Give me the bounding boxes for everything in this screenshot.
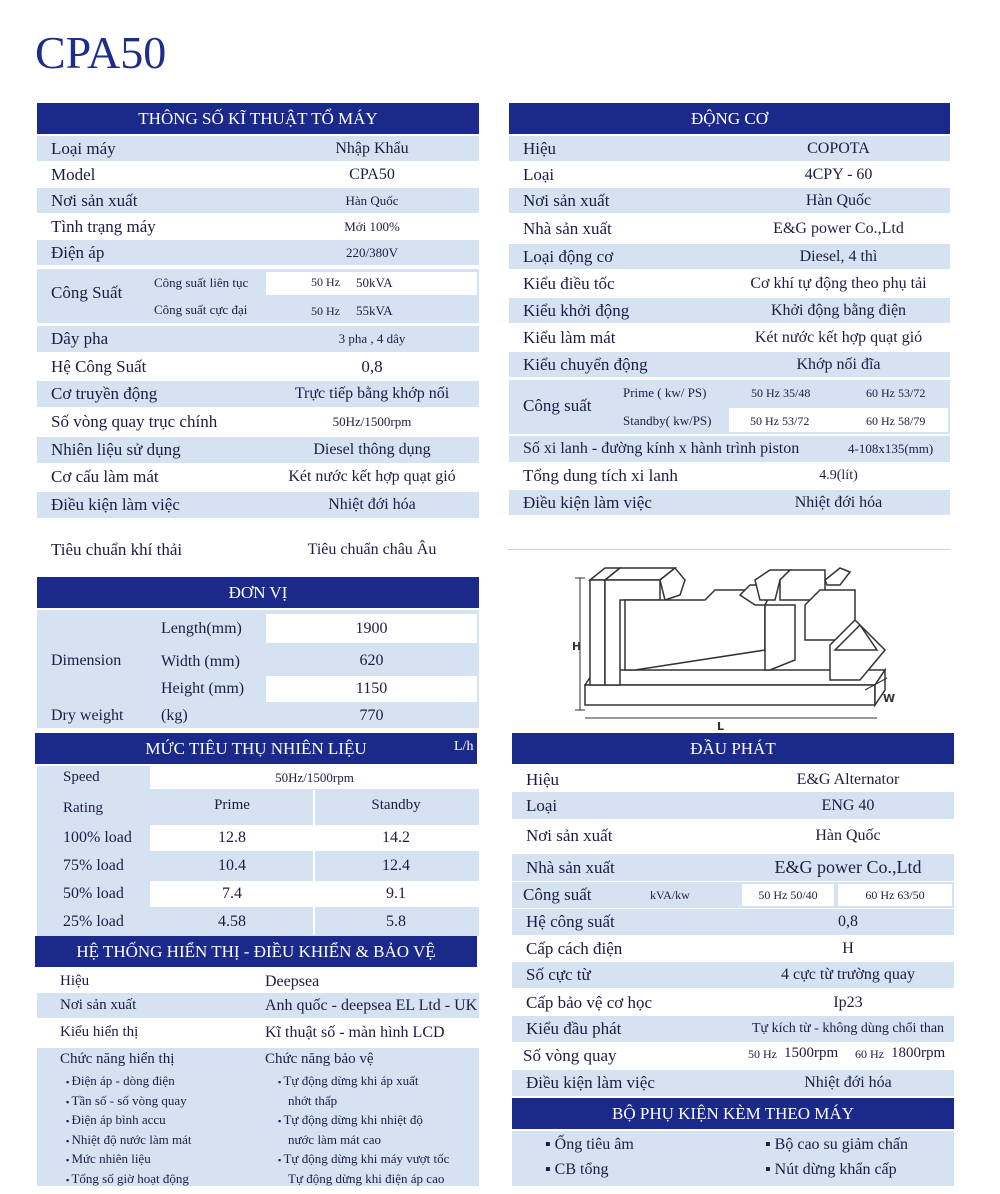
max-power-label: Công suất cực đại <box>154 302 248 317</box>
prime-power-label: Prime ( kw/ PS) <box>623 385 707 400</box>
control-value: Anh quốc - deepsea EL Ltd - UK <box>265 996 478 1014</box>
spec-value: 50Hz/1500rpm <box>332 414 412 429</box>
length-value: 1900 <box>266 614 477 643</box>
max-power-val: 55kVA <box>356 303 393 318</box>
spec-label: Điện áp <box>51 242 105 262</box>
spec-label: Hệ Công Suất <box>51 357 147 376</box>
fuel-load-label: 75% load <box>63 857 124 874</box>
alt-label: Nhà sản xuất <box>526 857 615 877</box>
standby-60: 60 Hz 58/79 <box>866 414 926 428</box>
alt-label: Cấp cách điện <box>526 939 623 958</box>
length-label: Length (mm) <box>161 620 242 637</box>
spec-label: Dây pha <box>51 329 109 348</box>
spec-label: Nhiên liệu sử dụng <box>51 440 181 459</box>
spec-value: Két nước kết hợp quạt gió <box>288 468 456 485</box>
generator-dimension-diagram <box>565 560 895 735</box>
fuel-standby-value: 14.2 <box>382 829 410 846</box>
engine-label: Tổng dung tích xi lanh <box>523 465 678 485</box>
engine-label: Điều kiện làm việc <box>523 492 652 512</box>
dimension-label: Dimension <box>51 652 122 669</box>
control-label: Hiệu <box>60 973 90 989</box>
engine-value: E&G power Co.,Ltd <box>773 219 904 237</box>
protect-function-item: nước làm mát cao <box>288 1131 381 1147</box>
spec-label: Nơi sản xuất <box>51 190 138 210</box>
width-label: Width (mm) <box>161 653 240 670</box>
spec-value: Nhập Khẩu <box>335 139 409 157</box>
engine-label: Kiểu chuyển động <box>523 354 648 374</box>
alt-label: Loại <box>526 795 558 815</box>
rating-label: Rating <box>63 800 103 816</box>
prime-50: 50 Hz 35/48 <box>751 386 811 400</box>
display-function-item: ▪ Tổng số giờ hoạt động <box>66 1170 192 1190</box>
control-value: Kĩ thuật số - màn hình LCD <box>265 1023 445 1041</box>
spec-label: Cơ cấu làm mát <box>51 467 159 486</box>
alt-label: Điều kiện làm việc <box>526 1073 655 1092</box>
protect-function-item: ▪ Tự động dừng khi áp xuất <box>278 1072 449 1092</box>
engine-label: Kiểu khởi động <box>523 300 630 320</box>
spec-header: THÔNG SỐ KĨ THUẬT TỔ MÁY <box>37 103 479 134</box>
protect-functions-label: Chức năng bảo vệ <box>265 1051 374 1067</box>
engine-label: Loại động cơ <box>523 246 614 266</box>
spec-value: Trực tiếp bằng khớp nối <box>294 385 450 402</box>
prime-label: Prime <box>214 797 250 813</box>
alt-power-50: 50 Hz 50/40 <box>742 884 834 906</box>
engine-value: Cơ khí tự động theo phụ tải <box>750 274 927 292</box>
alt-label: Kiểu đầu phát <box>526 1019 622 1038</box>
accessory-item: ▪ Ống tiêu âm <box>545 1136 634 1153</box>
alt-speed-50hz: 50 Hz <box>748 1047 777 1061</box>
spec-power-label: Công Suất <box>51 283 123 302</box>
alt-power-unit: kVA/kw <box>650 887 690 902</box>
dry-weight-label: Dry weight <box>51 707 124 724</box>
alt-value: Nhiệt đới hóa <box>804 1074 892 1091</box>
engine-label: Kiểu điều tốc <box>523 273 615 293</box>
spec-value: 220/380V <box>346 244 398 260</box>
alt-value: E&G power Co.,Ltd <box>774 857 922 877</box>
spec-label: Loại máy <box>51 138 116 158</box>
fuel-prime-value: 10.4 <box>218 857 246 874</box>
engine-value: Két nước kết hợp quạt gió <box>754 328 923 346</box>
engine-value: Diesel, 4 thì <box>799 247 878 265</box>
accessory-item: ▪ CB tổng <box>545 1161 609 1178</box>
alt-speed-50: 1500rpm <box>784 1045 839 1061</box>
engine-label: Loại <box>523 164 555 184</box>
display-function-item: ▪ Điện áp bình accu <box>66 1111 192 1131</box>
spec-value: Diesel thông dụng <box>313 441 431 458</box>
height-value: 1150 <box>266 676 477 702</box>
engine-value: Hàn Quốc <box>805 191 872 209</box>
control-header: HỆ THỐNG HIỂN THỊ - ĐIỀU KHIỂN & BẢO VỆ <box>35 936 477 967</box>
spec-value: 0,8 <box>361 357 383 376</box>
engine-value: Khởi động bằng điện <box>770 301 907 319</box>
page-title: CPA50 <box>35 27 167 78</box>
alt-power-label: Công suất <box>523 885 592 904</box>
display-function-item: ▪ Điện áp - dòng điện <box>66 1072 192 1092</box>
engine-label: Kiểu làm mát <box>523 327 616 347</box>
alternator-header: ĐẦU PHÁT <box>512 733 954 764</box>
standby-50: 50 Hz 53/72 <box>750 414 810 428</box>
engine-value: Nhiệt đới hóa <box>794 493 883 511</box>
cont-power-hz: 50 Hz <box>311 275 340 289</box>
divider <box>508 549 950 550</box>
unit-header: ĐƠN VỊ <box>37 577 479 608</box>
alt-value: E&G Alternator <box>796 770 900 788</box>
dry-weight-unit: (kg) <box>161 707 188 724</box>
display-function-item: ▪ Tần số - số vòng quay <box>66 1092 192 1112</box>
engine-value: 4CPY - 60 <box>804 165 873 183</box>
engine-value: 4.9(lít) <box>819 467 858 483</box>
spec-label: Tình trạng máy <box>51 216 156 236</box>
engine-label: Nhà sản xuất <box>523 218 612 238</box>
control-row <box>37 969 479 994</box>
cyl-value: 4-108x135(mm) <box>848 441 934 456</box>
alt-value: 0,8 <box>838 913 858 930</box>
alt-label: Hiệu <box>526 769 560 789</box>
height-label: Height (mm) <box>161 680 245 697</box>
accessory-item: ▪ Bộ cao su giảm chấn <box>765 1136 908 1153</box>
spec-value: CPA50 <box>349 165 395 183</box>
engine-value: COPOTA <box>807 139 870 157</box>
protect-function-item: ▪ Tự động dừng khi máy vượt tốc <box>278 1150 449 1170</box>
fuel-load-label: 100% load <box>63 829 132 846</box>
alt-value: Ip23 <box>833 994 863 1011</box>
diagram-w-label: W <box>883 692 895 705</box>
fuel-header: MỨC TIÊU THỤ NHIÊN LIỆU <box>35 733 477 764</box>
control-label: Nơi sản xuất <box>60 997 137 1013</box>
spec-label: Model <box>51 164 96 184</box>
control-label: Kiểu hiển thị <box>60 1024 139 1040</box>
control-value: Deepsea <box>265 972 320 990</box>
spec-label: Tiêu chuẩn khí thải <box>51 540 183 559</box>
spec-value: Mới 100% <box>344 218 400 234</box>
alt-power-60: 60 Hz 63/50 <box>838 884 952 906</box>
accessories-header: BỘ PHỤ KIỆN KÈM THEO MÁY <box>512 1098 954 1129</box>
engine-power-label: Công suất <box>523 396 592 415</box>
cont-power-val: 50kVA <box>356 275 393 290</box>
max-power-hz: 50 Hz <box>311 304 340 318</box>
fuel-standby-value: 5.8 <box>386 913 406 930</box>
alt-label: Nơi sản xuất <box>526 826 613 845</box>
alt-speed-60: 1800rpm <box>891 1045 946 1061</box>
alt-label: Cấp bảo vệ cơ học <box>526 993 653 1012</box>
protect-function-item: nhớt thấp <box>288 1092 338 1108</box>
spec-value: 3 pha , 4 dây <box>338 331 406 346</box>
fuel-prime-value: 4.58 <box>218 913 246 930</box>
width-value: 620 <box>359 652 384 669</box>
spec-value: Tiêu chuẩn châu Âu <box>307 541 437 558</box>
spec-label: Điều kiện làm việc <box>51 495 180 514</box>
spec-label: Cơ truyền động <box>51 384 158 403</box>
cyl-label: Số xi lanh - đường kính x hành trình piston <box>523 440 800 457</box>
diagram-h-label: H <box>572 640 582 653</box>
fuel-load-label: 50% load <box>63 885 124 902</box>
diagram-l-label: L <box>717 720 725 733</box>
alt-value: Hàn Quốc <box>815 827 881 844</box>
fuel-standby-value: 9.1 <box>386 885 406 902</box>
fuel-load-label: 25% load <box>63 913 124 930</box>
engine-header: ĐỘNG CƠ <box>509 103 950 134</box>
display-function-item: ▪ Mức nhiên liệu <box>66 1150 192 1170</box>
protect-functions-list <box>278 1072 449 1189</box>
standby-label: Standby <box>371 797 421 813</box>
alt-label: Hệ công suất <box>526 912 615 931</box>
alt-value: H <box>842 940 854 957</box>
engine-label: Hiệu <box>523 138 557 158</box>
fuel-unit: L/h <box>454 739 474 754</box>
alt-value: 4 cực từ trường quay <box>781 966 915 983</box>
protect-function-item: ▪ Tự động dừng khi nhiệt độ <box>278 1111 449 1131</box>
alt-label: Số cực từ <box>526 965 591 984</box>
engine-value: Khớp nối đĩa <box>796 355 881 373</box>
speed-value: 50Hz/1500rpm <box>150 766 479 789</box>
protect-function-item: Tự động dừng khi điện áp cao <box>288 1170 445 1186</box>
fuel-divider <box>313 790 315 935</box>
engine-label: Nơi sản xuất <box>523 190 610 210</box>
alt-speed-60hz: 60 Hz <box>855 1047 884 1061</box>
spec-value: Hàn Quốc <box>345 192 399 208</box>
display-functions-label: Chức năng hiển thị <box>60 1051 175 1067</box>
display-function-item: ▪ Nhiệt độ nước làm mát <box>66 1131 192 1151</box>
alt-value: Tự kích từ - không dùng chổi than <box>751 1021 945 1036</box>
display-functions-list <box>66 1072 192 1189</box>
alt-value: ENG 40 <box>821 796 875 814</box>
alt-speed-label: Số vòng quay <box>523 1045 617 1065</box>
fuel-standby-value: 12.4 <box>382 857 410 874</box>
speed-label: Speed <box>63 768 100 785</box>
accessory-item: ▪ Nút dừng khẩn cấp <box>765 1161 897 1178</box>
spec-label: Số vòng quay trục chính <box>51 412 218 431</box>
prime-60: 60 Hz 53/72 <box>866 386 926 400</box>
fuel-prime-value: 7.4 <box>222 885 242 902</box>
standby-power-label: Standby( kw/PS) <box>623 413 712 428</box>
fuel-prime-value: 12.8 <box>218 829 246 846</box>
cont-power-label: Công suất liên tục <box>154 275 249 290</box>
spec-value: Nhiệt đới hóa <box>328 496 416 513</box>
dry-weight-value: 770 <box>359 707 384 724</box>
